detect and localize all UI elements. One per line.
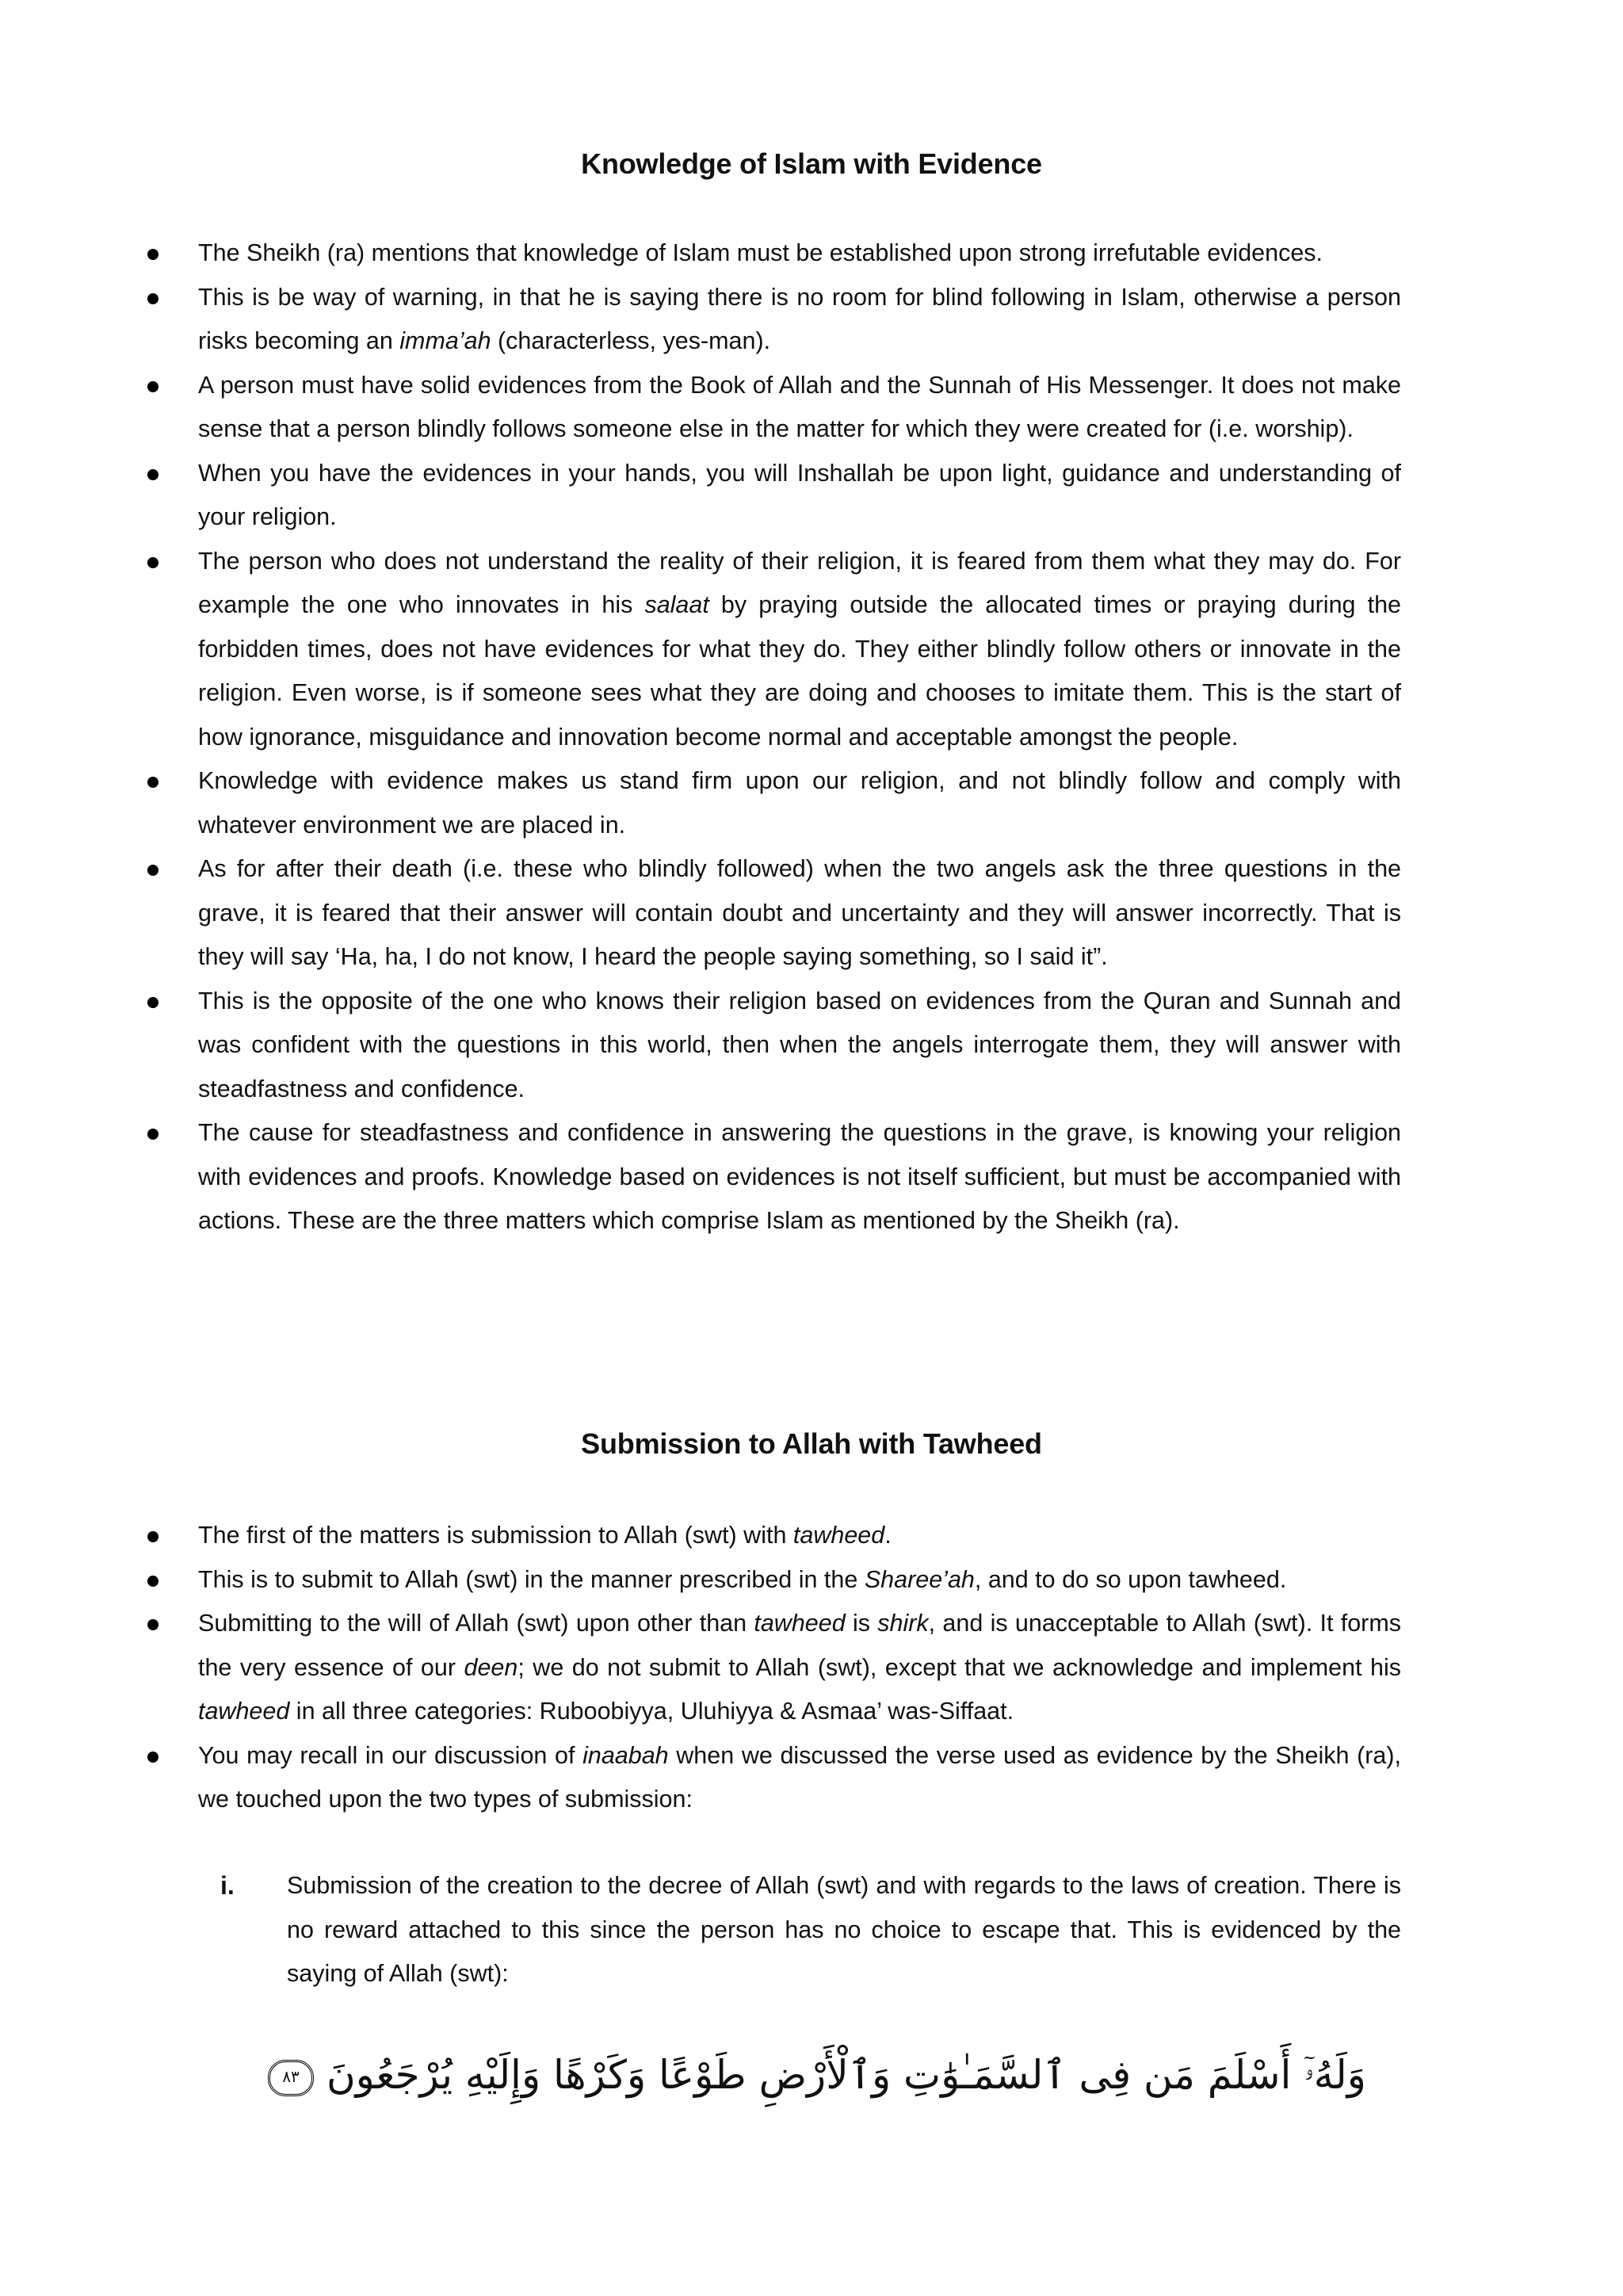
text-run: Submitting to the will of Allah (swt) upon other than: [198, 1610, 754, 1637]
ayah-number: ٨٣: [282, 2066, 300, 2086]
bullet-dot-icon: [147, 469, 158, 480]
bullet-item: [0, 364, 1401, 452]
bullet-item: [0, 759, 1401, 847]
text-run: As for after their death (i.e. these who blindly followed) when the two angels ask the three questions in the grave, it is feared that their answer will contain doubt and uncertainty and they will answer incorrectly. That is they will say ‘Ha, ha, I do not know, I heard the people saying something, so I said it”.: [198, 855, 1401, 970]
bullet-item: [0, 1602, 1401, 1734]
text-run: ; we do not submit to Allah (swt), except that we acknowledge and implement his: [517, 1653, 1401, 1681]
bullet-list-submission: [0, 1514, 1623, 1822]
text-run: This is the opposite of the one who knows their religion based on evidences from the Quran and Sunnah and was confident with the questions in this world, then when the angels interrogate them, they will answer with steadfastness and confidence.: [198, 987, 1401, 1102]
bullet-dot-icon: [147, 1752, 158, 1763]
text-run: , and is unacceptable to Allah (swt). It forms the very essence of our: [198, 1610, 1401, 1681]
bullet-text: [198, 372, 1401, 443]
italic-term: deen: [464, 1653, 518, 1681]
bullet-text: [198, 988, 1401, 1102]
bullet-text: [198, 1742, 1401, 1813]
text-run: when we discussed the verse used as evidence by the Sheikh (ra), we touched upon the two types of submission:: [198, 1741, 1401, 1813]
text-run: The first of the matters is submission to Allah (swt) with: [198, 1522, 793, 1549]
text-run: Knowledge with evidence makes us stand firm upon our religion, and not blindly follow and comply with whatever environment we are placed in.: [198, 767, 1401, 839]
list-item-text: Submission of the creation to the decree of Allah (swt) and with regards to the laws of creation. There is no reward attached to this since the person has no choice to escape that. This is evidenced by the saying of Allah (swt):: [287, 1872, 1401, 1987]
bullet-text: [198, 767, 1401, 839]
bullet-text: [198, 284, 1401, 355]
text-run: This is be way of warning, in that he is saying there is no room for blind following in Islam, otherwise a person risks becoming an: [198, 283, 1401, 354]
bullet-item: [0, 1514, 1401, 1558]
bullet-item: [0, 980, 1401, 1112]
bullet-dot-icon: [147, 777, 158, 788]
italic-term: tawheed: [792, 1522, 885, 1549]
text-run: The person who does not understand the reality of their religion, it is feared from them what they may do. For example the one who innovates in his: [198, 547, 1401, 618]
list-number: i.: [220, 1871, 235, 1900]
bullet-list-knowledge: [0, 231, 1623, 1244]
italic-term: inaabah: [582, 1741, 669, 1769]
bullet-item: [0, 540, 1401, 760]
text-run: is: [845, 1610, 878, 1637]
text-run: The cause for steadfastness and confidence in answering the questions in the grave, is knowing your religion with evidences and proofs. Knowledge based on evidences is not itself sufficient, but must be accompanied with actions. These are the three matters which comprise Islam as mentioned by the Sheikh (ra).: [198, 1119, 1401, 1234]
bullet-text: [198, 855, 1401, 970]
bullet-dot-icon: [147, 1576, 158, 1587]
text-run: A person must have solid evidences from the Book of Allah and the Sunnah of His Messenger. It does not make sense that a person blindly follows someone else in the matter for which they were created for (i.e. worship).: [198, 371, 1401, 442]
ayah-end-marker-icon: [268, 2060, 314, 2096]
bullet-item: [0, 1734, 1401, 1822]
bullet-dot-icon: [147, 1531, 158, 1542]
bullet-text: [198, 548, 1401, 751]
quran-verse: [0, 2043, 1623, 2107]
bullet-text: [198, 460, 1401, 531]
text-run: The Sheikh (ra) mentions that knowledge of Islam must be established upon strong irrefutable evidences.: [198, 239, 1323, 266]
bullet-dot-icon: [147, 381, 158, 392]
bullet-dot-icon: [147, 249, 158, 260]
text-run: When you have the evidences in your hands, you will Inshallah be upon light, guidance and understanding of your religion.: [198, 459, 1401, 530]
italic-term: shirk: [877, 1610, 929, 1637]
bullet-dot-icon: [147, 1129, 158, 1140]
bullet-text: [198, 239, 1323, 266]
text-run: .: [884, 1522, 892, 1549]
bullet-text: [198, 1566, 1286, 1593]
bullet-text: [198, 1610, 1401, 1725]
bullet-item: [0, 1111, 1401, 1244]
bullet-item: [0, 276, 1401, 364]
bullet-item: [0, 452, 1401, 540]
bullet-item: [0, 1558, 1401, 1603]
bullet-item: [0, 847, 1401, 980]
italic-term: tawheed: [754, 1610, 846, 1637]
italic-term: salaat: [644, 591, 709, 618]
bullet-text: [198, 1522, 892, 1549]
bullet-dot-icon: [147, 293, 158, 304]
italic-term: tawheed: [198, 1698, 290, 1725]
bullet-text: [198, 1119, 1401, 1234]
bullet-dot-icon: [147, 865, 158, 876]
bullet-dot-icon: [147, 997, 158, 1008]
italic-term: Sharee’ah: [864, 1565, 975, 1593]
italic-term: imma’ah: [399, 327, 491, 354]
bullet-dot-icon: [147, 1619, 158, 1630]
section-heading-knowledge: Knowledge of Islam with Evidence: [581, 147, 1042, 180]
text-run: , and to do so upon tawheed.: [974, 1565, 1287, 1593]
text-run: (characterless, yes-man).: [491, 327, 771, 354]
bullet-item: [0, 231, 1401, 276]
text-run: You may recall in our discussion of: [198, 1741, 583, 1769]
verse-text: وَلَهُۥٓ أَسْلَمَ مَن فِى ٱلسَّمَـٰوَٰتِ وَٱلْأَرْضِ طَوْعًا وَكَرْهًا وَإِلَيْهِ يُرْجَعُونَ: [326, 2052, 1366, 2098]
text-run: This is to submit to Allah (swt) in the manner prescribed in the: [198, 1565, 865, 1593]
bullet-dot-icon: [147, 557, 158, 568]
section-heading-submission: Submission to Allah with Tawheed: [581, 1427, 1042, 1460]
text-run: in all three categories: Ruboobiyya, Uluhiyya & Asmaa’ was-Siffaat.: [289, 1698, 1014, 1725]
text-run: by praying outside the allocated times or praying during the forbidden times, does not have evidences for what they do. They either blindly follow others or innovate in the religion. Even worse, is if someone sees what they are doing and chooses to imitate them. This is the start of how ignorance, misguidance and innovation become normal and acceptable amongst the people.: [198, 591, 1401, 751]
